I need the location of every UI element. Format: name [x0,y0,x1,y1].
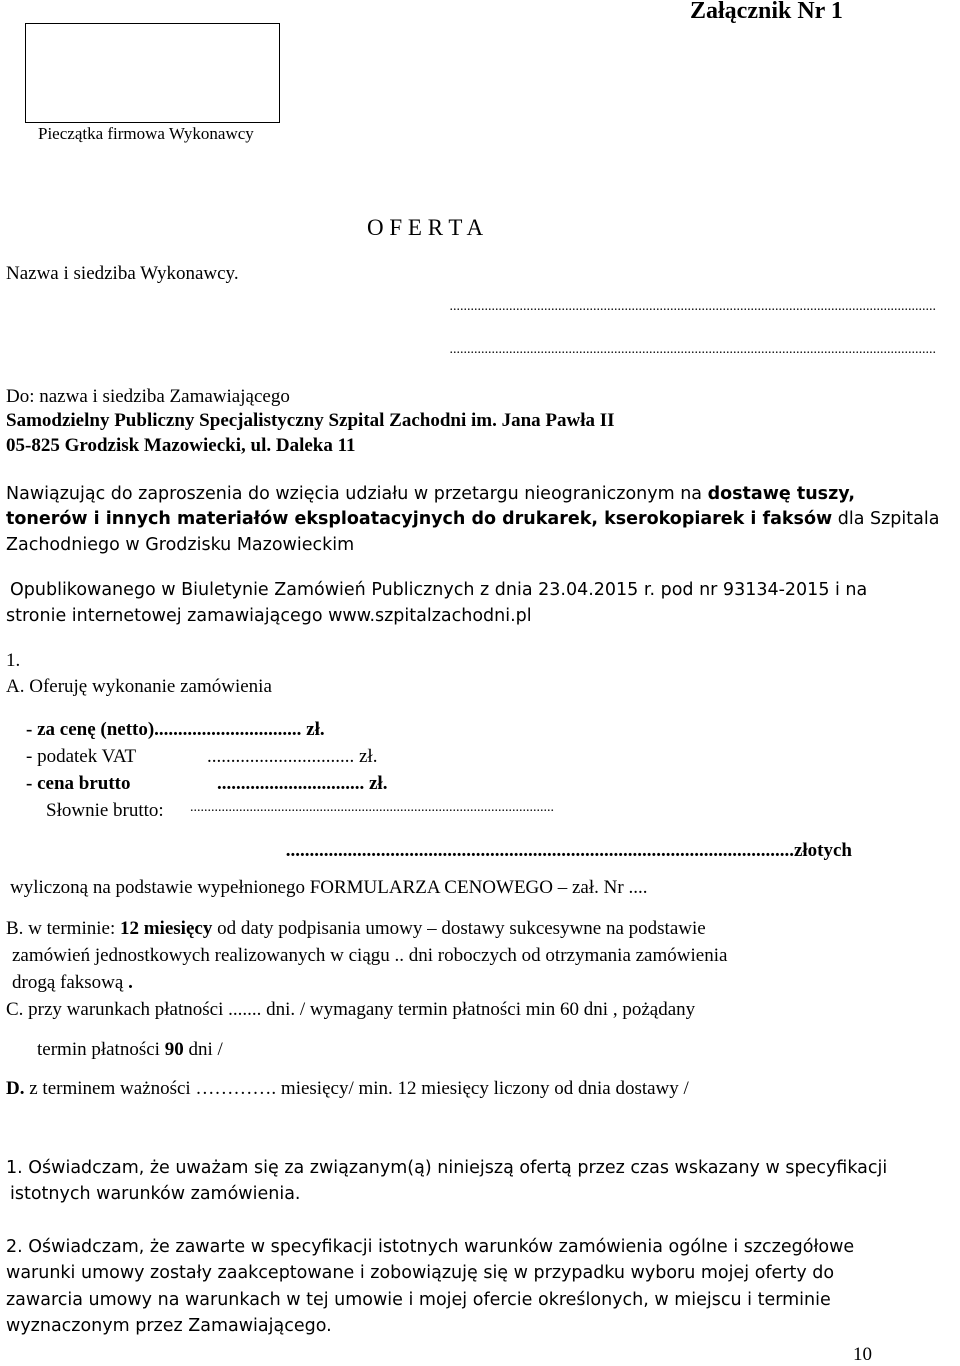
price-basis: wyliczoną na podstawie wypełnionego FORMULARZA CENOWEGO – zał. Nr .... [10,877,648,898]
term-c-line-1: C. przy warunkach płatności ....... dni. / wymagany termin płatności min 60 dni , pożądany [6,999,696,1020]
declaration-2-line-2: warunki umowy zostały zaakceptowane i zobowiązuję się w przypadku wyboru mojej oferty do [6,1263,835,1283]
vat-label: - podatek VAT [26,746,137,767]
intro-line-3: Zachodniego w Grodzisku Mazowieckim [6,535,355,555]
offer-a-label: A. Oferuję wykonanie zamówienia [6,676,272,697]
declaration-1-line-1: 1. Oświadczam, że uważam się za związanym(ą) niniejszą ofertą przez czas wskazany w specyfikacji [6,1158,888,1178]
words-currency: ...........................................................................................................złotych [285,840,852,861]
offer-number: 1. [6,650,21,671]
term-b-line-1: B. w terminie: 12 miesięcy od daty podpisania umowy – dostawy sukcesywne na podstawie [6,918,706,939]
contractor-dots-2: ........................................................................................................................................... [449,342,936,357]
declaration-2-line-1: 2. Oświadczam, że zawarte w specyfikacji istotnych warunków zamówienia ogólne i szczegółowe [6,1237,855,1257]
attachment-label: Załącznik Nr 1 [690,0,843,24]
intro-line-1: Nawiązując do zaproszenia do wzięcia udziału w przetargu nieograniczonym na dostawę tuszy, [6,484,855,504]
gross-price-label: - cena brutto [26,773,131,794]
term-c-line-2: termin płatności 90 dni / [37,1039,223,1060]
contractor-dots-1: ........................................................................................................................................... [449,299,936,314]
term-d-line: D. z terminem ważności …………. miesięcy/ min. 12 miesięcy liczony od dnia dostawy / [6,1078,689,1099]
recipient-name: Samodzielny Publiczny Specjalistyczny Szpital Zachodni im. Jana Pawła II [6,410,615,431]
page-number: 10 [853,1344,872,1365]
gross-price-value: ............................... zł. [217,773,388,794]
net-price-line: - za cenę (netto)............................... zł. [26,719,325,740]
declaration-2-line-3: zawarcia umowy na warunkach w tej umowie i mojej ofercie określonych, w miejscu i terminie [6,1290,831,1310]
vat-value: ............................... zł. [207,746,378,767]
publication-line-1: Opublikowanego w Biuletynie Zamówień Publicznych z dnia 23.04.2015 r. pod nr 93134-2015 i na [10,580,868,600]
declaration-2-line-4: wyznaczonym przez Zamawiającego. [6,1316,332,1336]
words-label: Słownie brutto: [46,800,164,821]
declaration-1-line-2: istotnych warunków zamówienia. [10,1184,301,1204]
words-dots: ........................................................................................................ [190,800,554,815]
publication-line-2: stronie internetowej zamawiającego www.szpitalzachodni.pl [6,606,532,626]
recipient-label: Do: nazwa i siedziba Zamawiającego [6,386,290,407]
term-b-line-2: zamówień jednostkowych realizowanych w ciągu .. dni roboczych od otrzymania zamówienia [12,945,728,966]
offer-title: O F E R T A [367,215,484,240]
term-b-line-3: drogą faksową . [12,972,133,993]
recipient-address: 05-825 Grodzisk Mazowiecki, ul. Daleka 11 [6,435,356,456]
stamp-caption: Pieczątka firmowa Wykonawcy [38,124,254,143]
contractor-label: Nazwa i siedziba Wykonawcy. [6,263,239,284]
intro-line-2: tonerów i innych materiałów eksploatacyjnych do drukarek, kserokopiarek i faksów dla Szpitala [6,509,940,529]
company-stamp-box [25,23,280,123]
